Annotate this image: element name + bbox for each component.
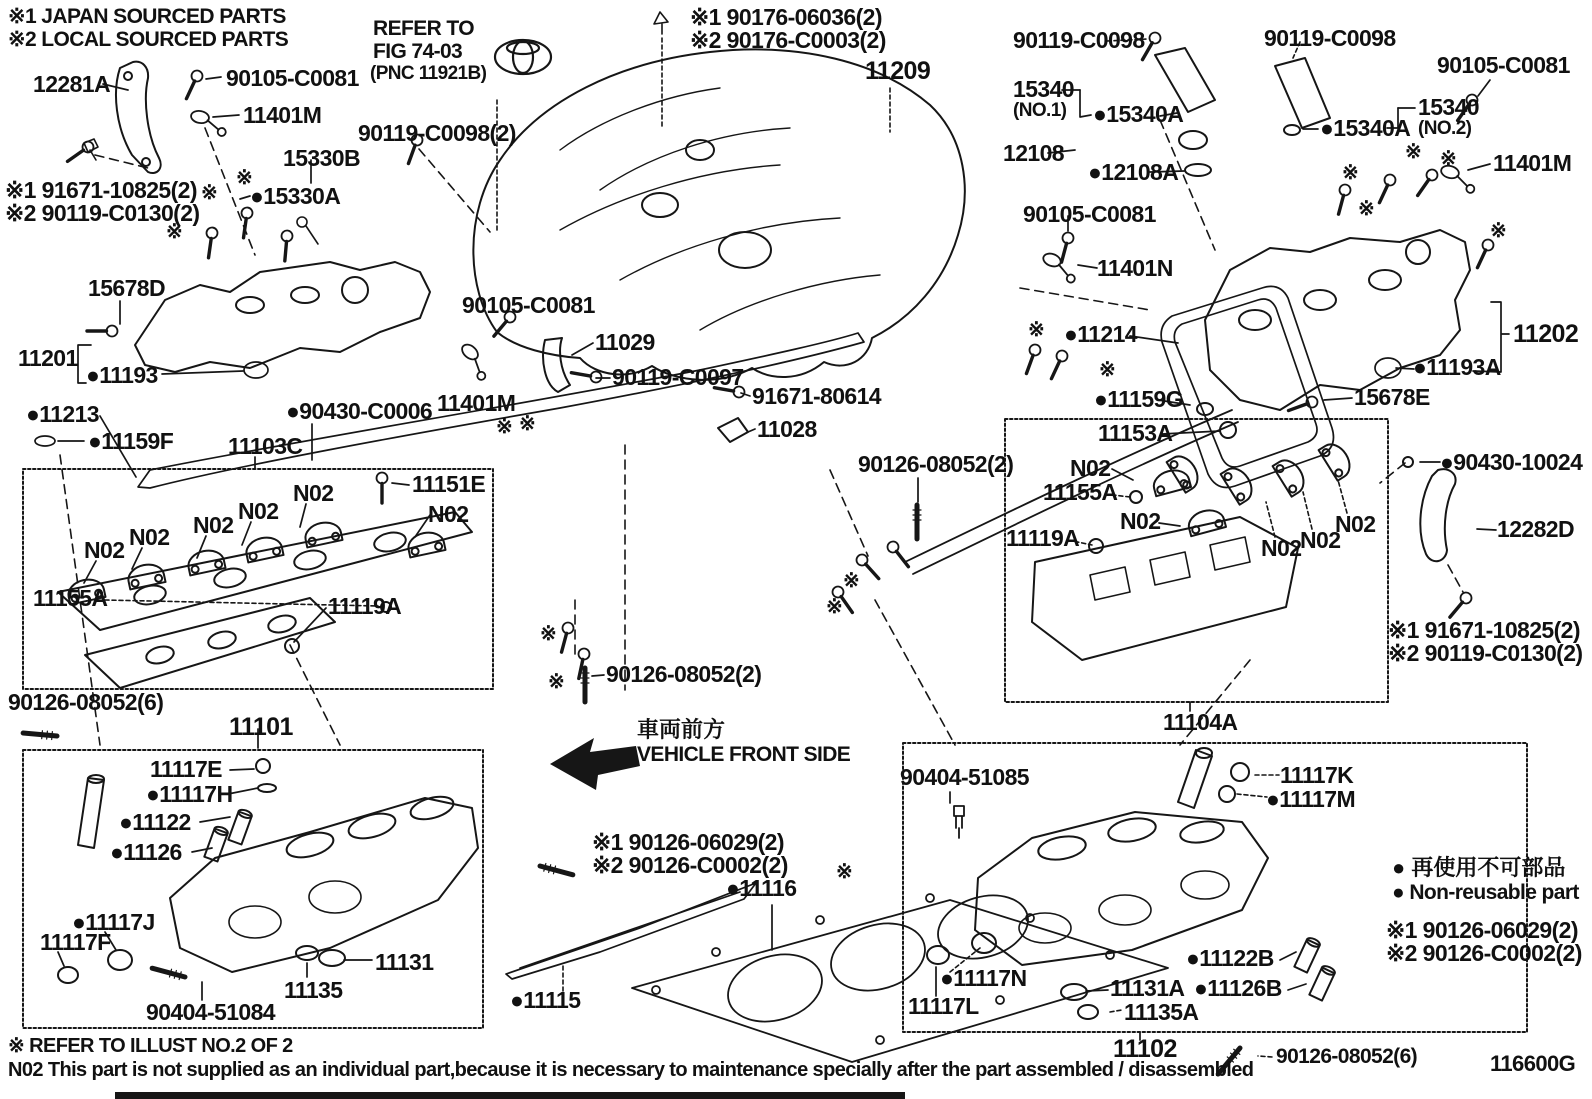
part-label: 11135 xyxy=(284,977,343,1003)
part-label: 15678D xyxy=(88,275,165,301)
bracket-11029 xyxy=(543,338,570,392)
part-label: 90119-C0097 xyxy=(612,364,744,390)
label-vehicle-front-en: VEHICLE FRONT SIDE xyxy=(637,743,851,766)
part-label: ●90430-10024 xyxy=(1440,449,1583,475)
cap-gasket-12108a xyxy=(1185,164,1211,176)
part-label: ●11126 xyxy=(110,839,182,865)
part-label: ※1 90126-06029(2) xyxy=(592,829,784,855)
note-japan-sourced: ※1 JAPAN SOURCED PARTS xyxy=(8,5,286,28)
part-label: N02 xyxy=(129,524,170,550)
part-label: ※1 90176-06036(2) xyxy=(690,4,882,30)
part-label: 12108 xyxy=(1003,140,1064,166)
part-label: N02 xyxy=(1070,455,1111,481)
part-label: ●15340A xyxy=(1320,115,1411,141)
note-n02: N02 This part is not supplied as an individual part,because it is necessary to maintenance specially after the part assembled / disassembled xyxy=(8,1059,1254,1081)
part-label: N02 xyxy=(193,512,234,538)
part-label: 11101 xyxy=(229,713,293,741)
part-label: 11201 xyxy=(18,345,78,371)
part-label: 90126-08052(2) xyxy=(606,661,762,687)
clamp-11028 xyxy=(718,418,748,442)
part-label: ●11126B xyxy=(1194,975,1282,1001)
reference-mark: ※ xyxy=(236,167,253,189)
part-label: N02 xyxy=(1300,527,1341,553)
part-label: (NO.1) xyxy=(1013,100,1067,121)
part-label: 90119-C0098 xyxy=(1013,27,1145,53)
part-label: ●11122B xyxy=(1186,945,1274,971)
part-label: 11104A xyxy=(1163,709,1238,735)
reference-mark: ※ xyxy=(1490,220,1507,242)
part-label: 11117F xyxy=(40,929,111,955)
note-local-sourced: ※2 LOCAL SOURCED PARTS xyxy=(8,28,289,51)
part-label: 15340 xyxy=(1013,76,1074,102)
part-label: ●15330A xyxy=(250,183,341,209)
reference-mark: ※ xyxy=(836,861,853,883)
part-label: 90119-C0098(2) xyxy=(358,120,516,146)
part-label: ※2 90119-C0130(2) xyxy=(5,200,200,226)
engine-cover-11209 xyxy=(473,49,964,379)
reference-mark: ※ xyxy=(1342,162,1359,184)
part-label: 11028 xyxy=(757,416,817,442)
part-label: 90404-51084 xyxy=(146,999,275,1025)
bottom-crop-bar xyxy=(115,1092,905,1099)
part-label: ●12108A xyxy=(1088,159,1179,185)
part-label: (NO.2) xyxy=(1418,118,1472,139)
reference-mark: ※ xyxy=(1358,198,1375,220)
part-label: 15340 xyxy=(1418,94,1479,120)
part-label: 11209 xyxy=(865,57,931,85)
part-label: 11117E xyxy=(150,756,222,782)
part-label: 11131A xyxy=(1110,975,1185,1001)
part-label: 90126-08052(6) xyxy=(8,689,164,715)
part-label: 11401M xyxy=(243,102,322,128)
part-label: ●11117N xyxy=(940,965,1027,991)
note-refer-pnc: (PNC 11921B) xyxy=(370,63,487,84)
part-label: 90105-C0081 xyxy=(1437,52,1570,78)
camshaft-housing-box-rh xyxy=(1005,419,1388,702)
part-label: 90404-51085 xyxy=(900,764,1029,790)
part-label: 12281A xyxy=(33,71,110,97)
figure-code: 116600G xyxy=(1490,1051,1576,1076)
part-label: 11119A xyxy=(328,593,402,619)
part-label: ●11117J xyxy=(72,909,155,935)
part-label: 11135A xyxy=(1124,999,1199,1025)
part-label: ※1 91671-10825(2) xyxy=(5,177,197,203)
part-label: ●15340A xyxy=(1093,101,1184,127)
part-label: N02 xyxy=(1261,535,1302,561)
part-label: 91671-80614 xyxy=(752,383,881,409)
note-refer-to: REFER TO xyxy=(373,17,474,40)
part-label: N02 xyxy=(293,480,334,506)
part-label: 90119-C0098 xyxy=(1264,25,1396,51)
part-label: N02 xyxy=(238,498,279,524)
part-label: ●11214 xyxy=(1064,321,1137,347)
part-label: 11131 xyxy=(375,949,434,975)
part-label: ●11117M xyxy=(1266,786,1356,812)
oil-filler-cap-12108 xyxy=(1179,131,1207,149)
reference-mark: ※ xyxy=(201,182,218,204)
part-label: 11153A xyxy=(1098,420,1173,446)
reference-mark: ※ xyxy=(1028,319,1045,341)
part-label: 11103C xyxy=(228,433,303,459)
part-label: 11151E xyxy=(412,471,486,497)
label-vehicle-front-jp: 車両前方 xyxy=(637,717,726,742)
note-refer-fig: FIG 74-03 xyxy=(373,40,463,63)
part-label: N02 xyxy=(1120,508,1161,534)
reference-mark: ※ xyxy=(1099,359,1116,381)
reference-mark: ※ xyxy=(843,570,860,592)
head-gasket-11116 xyxy=(632,885,1168,1062)
toyota-emblem-icon xyxy=(495,40,551,74)
part-label: 11117L xyxy=(908,993,979,1019)
part-label: 11401N xyxy=(1097,255,1173,281)
part-label: 90105-C0081 xyxy=(462,292,595,318)
part-label: ●11116 xyxy=(726,875,797,901)
part-label: 11202 xyxy=(1513,320,1579,348)
part-label: 11155A xyxy=(33,585,108,611)
part-label: 12282D xyxy=(1497,516,1574,542)
reference-mark: ※ xyxy=(826,596,843,618)
note-refer-illust: ※ REFER TO ILLUST NO.2 OF 2 xyxy=(8,1035,293,1057)
part-label: 11117K xyxy=(1280,762,1354,788)
part-label: 11155A xyxy=(1043,479,1118,505)
part-label: 11401M xyxy=(437,390,516,416)
part-label: 90105-C0081 xyxy=(1023,201,1156,227)
reference-mark: ※ xyxy=(519,413,536,435)
part-label: 90126-08052(6) xyxy=(1276,1045,1418,1068)
part-label: 15678E xyxy=(1354,384,1430,410)
part-label: N02 xyxy=(428,501,469,527)
part-label: ●11213 xyxy=(26,401,99,427)
part-label: N02 xyxy=(1335,511,1376,537)
part-label: 90126-08052(2) xyxy=(858,451,1014,477)
reference-mark: ※ xyxy=(166,221,183,243)
vehicle-front-arrow xyxy=(550,738,640,790)
part-label: ※2 90119-C0130(2) xyxy=(1388,640,1583,666)
note-nonreusable-en: ● Non-reusable part xyxy=(1392,881,1579,904)
part-label: ※2 90126-C0002(2) xyxy=(1386,940,1582,966)
reference-mark: ※ xyxy=(540,623,557,645)
reference-mark: ※ xyxy=(496,416,513,438)
part-label: 11401M xyxy=(1493,150,1572,176)
part-label: ●11117H xyxy=(146,781,233,807)
part-label: 15330B xyxy=(283,145,360,171)
part-label: N02 xyxy=(84,537,125,563)
part-label: 11119A xyxy=(1006,525,1080,551)
note-nonreusable-jp: ● 再使用不可部品 xyxy=(1392,855,1566,880)
part-label: 11102 xyxy=(1113,1035,1177,1063)
part-label: 11029 xyxy=(595,329,655,355)
part-label: ●90430-C0006 xyxy=(286,398,433,424)
part-label: ※2 90176-C0003(2) xyxy=(690,27,886,53)
bracket-12282d xyxy=(1420,469,1455,561)
part-label: ●11193 xyxy=(86,362,158,388)
reference-mark: ※ xyxy=(548,671,565,693)
part-label: ●11115 xyxy=(510,987,581,1013)
spark-plug-90404-51085 xyxy=(954,806,964,838)
part-label: 90105-C0081 xyxy=(226,65,359,91)
part-label: ●11122 xyxy=(119,809,191,835)
part-label: ※1 91671-10825(2) xyxy=(1388,617,1580,643)
part-label: ●11193A xyxy=(1413,354,1501,380)
reference-mark: ※ xyxy=(1405,141,1422,163)
cylinder-head-box-lh xyxy=(23,750,483,1028)
part-label: ※1 90126-06029(2) xyxy=(1386,917,1578,943)
part-label: ●11159G xyxy=(1094,386,1184,412)
part-label: ●11159F xyxy=(88,428,174,454)
reference-mark: ※ xyxy=(1440,148,1457,170)
top-center-bolt xyxy=(654,12,668,34)
part-label: ※2 90126-C0002(2) xyxy=(592,852,788,878)
